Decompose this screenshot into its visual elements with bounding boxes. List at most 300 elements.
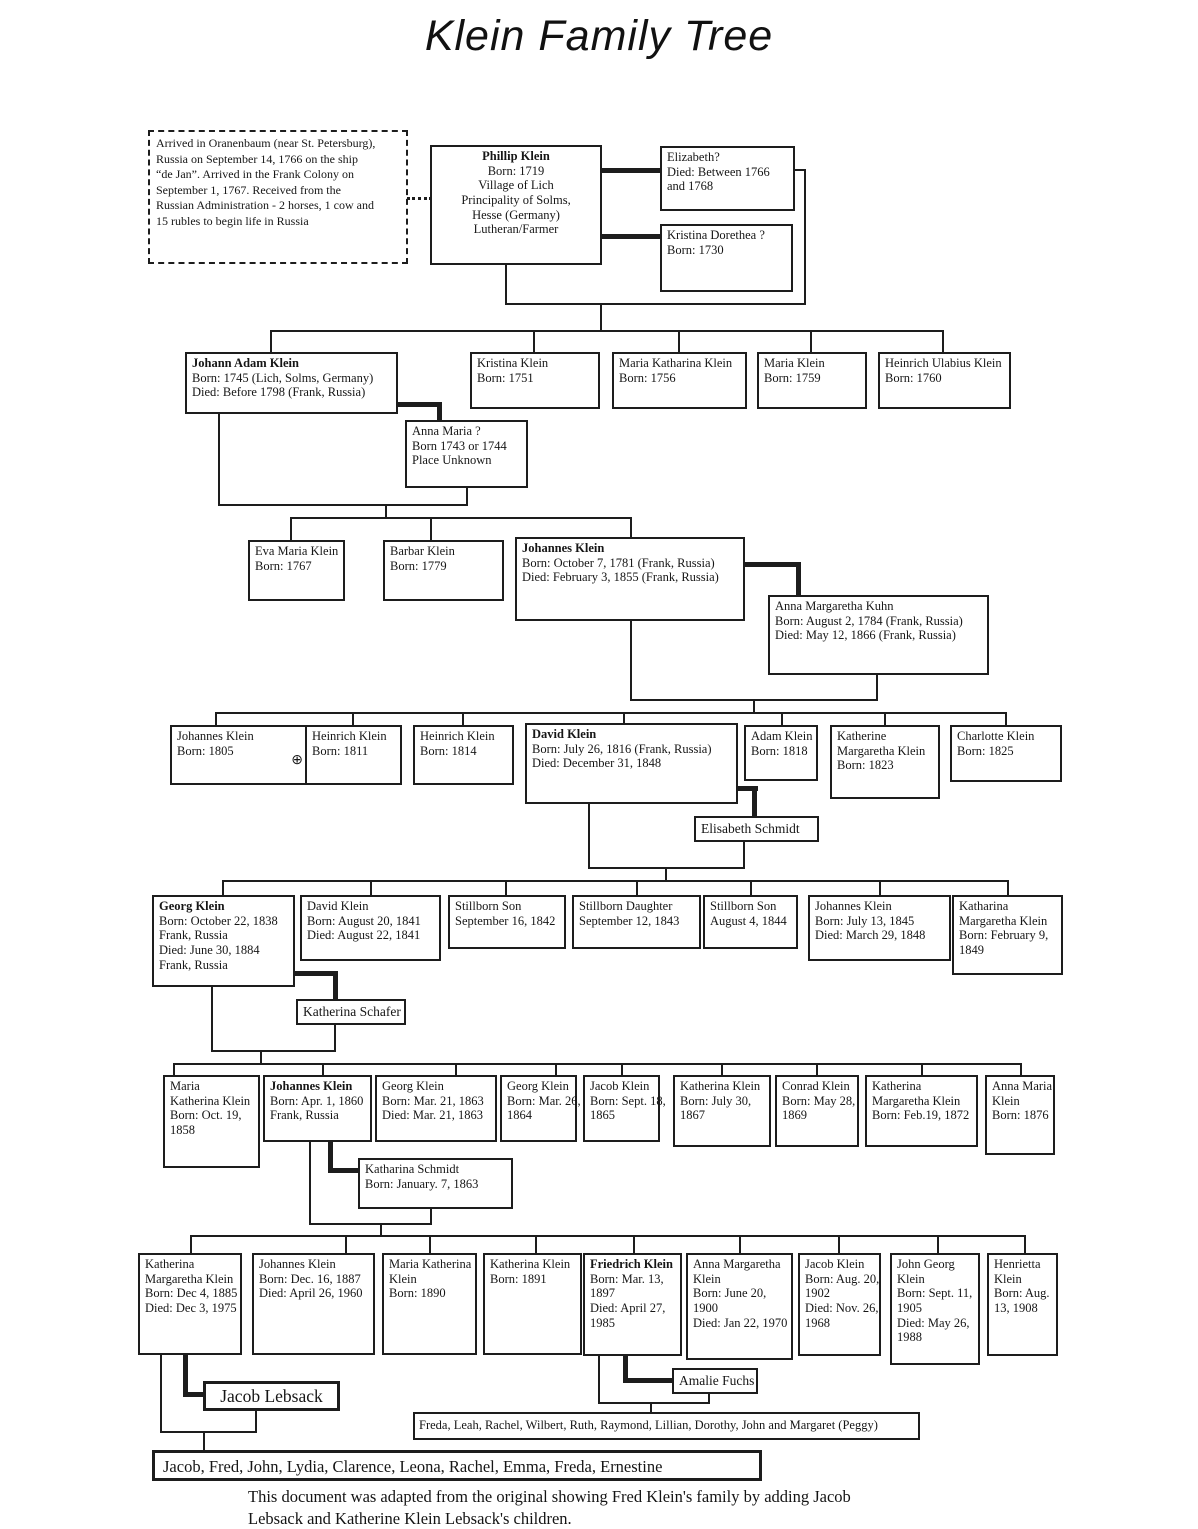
text-line: Jacob Klein bbox=[805, 1257, 865, 1271]
connector-line bbox=[160, 1354, 162, 1433]
person-lines bbox=[667, 228, 786, 257]
person-lines bbox=[837, 729, 933, 773]
text-line: Elisabeth Schmidt bbox=[701, 821, 800, 836]
person-box-georg-klein-1864 bbox=[500, 1075, 581, 1142]
text-line: Elizabeth? bbox=[667, 150, 720, 164]
text-line: 1968 bbox=[805, 1315, 830, 1330]
connector-line bbox=[1024, 1235, 1026, 1253]
person-lines bbox=[477, 356, 593, 385]
person-lines bbox=[307, 899, 434, 943]
connector-line bbox=[455, 1063, 457, 1075]
text-line: Maria bbox=[170, 1079, 200, 1093]
person-lines bbox=[522, 541, 738, 585]
text-line: Born: Aug. 20, bbox=[805, 1271, 880, 1286]
text-line: Born: May 28, bbox=[782, 1093, 856, 1108]
sibling-bus-line bbox=[270, 330, 944, 332]
text-line: Johannes Klein bbox=[522, 541, 605, 555]
children-list-box-lebsack bbox=[152, 1450, 762, 1481]
connector-line bbox=[190, 1235, 192, 1253]
marriage-line bbox=[328, 1168, 360, 1173]
connector-line bbox=[345, 1235, 347, 1253]
person-lines bbox=[619, 356, 740, 385]
text-line: Principality of Solms, bbox=[461, 192, 571, 207]
person-lines bbox=[303, 1004, 399, 1020]
person-box-charlotte-klein bbox=[950, 725, 1062, 782]
marriage-line bbox=[752, 786, 757, 817]
person-box-johannes-klein-1887 bbox=[252, 1253, 375, 1355]
connector-line bbox=[721, 1063, 723, 1075]
text-line: Born: 1745 (Lich, Solms, Germany) bbox=[192, 370, 374, 385]
text-line: Conrad Klein bbox=[782, 1079, 850, 1093]
text-line: Klein bbox=[992, 1093, 1020, 1108]
text-line: Katherina bbox=[872, 1079, 922, 1093]
text-line: Katharina Schmidt bbox=[365, 1162, 460, 1176]
text-line: 1902 bbox=[805, 1286, 830, 1301]
text-line: Stillborn Daughter bbox=[579, 899, 673, 913]
person-lines bbox=[412, 424, 521, 468]
person-lines bbox=[701, 821, 812, 837]
text-line: Born: 1767 bbox=[255, 558, 312, 573]
person-box-stillborn-son-1844 bbox=[703, 895, 798, 949]
text-line: Died: April 27, bbox=[590, 1300, 666, 1315]
person-lines bbox=[680, 1079, 764, 1123]
person-lines bbox=[959, 899, 1056, 958]
connector-line bbox=[385, 504, 387, 518]
connector-line bbox=[430, 517, 432, 541]
text-line: Died: December 31, 1848 bbox=[532, 756, 662, 771]
person-box-maria-katharina-klein bbox=[612, 352, 747, 409]
person-box-eva-maria-klein bbox=[248, 540, 345, 601]
person-box-johannes-klein-1860 bbox=[263, 1075, 372, 1142]
connector-line bbox=[211, 986, 213, 1052]
marriage-line bbox=[602, 234, 660, 239]
text-line: David Klein bbox=[307, 899, 369, 913]
person-lines bbox=[992, 1079, 1053, 1123]
person-box-friedrich-klein-1897 bbox=[583, 1253, 682, 1356]
person-box-conrad-klein-1869 bbox=[775, 1075, 859, 1147]
text-line: Born: June 20, bbox=[693, 1286, 767, 1301]
person-box-katherina-margaretha-klein-1885 bbox=[138, 1253, 242, 1355]
person-lines bbox=[782, 1079, 856, 1123]
text-line: Died: March 29, 1848 bbox=[815, 928, 926, 943]
person-box-georg-klein-1838 bbox=[152, 895, 295, 987]
connector-line bbox=[678, 330, 680, 353]
marriage-line bbox=[745, 562, 801, 567]
text-line: Born: Mar. 13, bbox=[590, 1271, 664, 1286]
text-line: 1858 bbox=[170, 1122, 195, 1137]
person-box-elisabeth-schmidt bbox=[694, 816, 819, 842]
text-line: Frank, Russia bbox=[159, 928, 228, 943]
text-line: Georg Klein bbox=[159, 899, 225, 913]
text-line: Born: July 26, 1816 (Frank, Russia) bbox=[532, 741, 712, 756]
text-line: Johannes Klein bbox=[259, 1257, 336, 1271]
person-box-jacob-lebsack bbox=[203, 1381, 340, 1411]
text-line: Village of Lich bbox=[478, 178, 554, 193]
annotation-note-lines bbox=[156, 136, 402, 230]
connector-line bbox=[879, 880, 881, 896]
text-line: Frank, Russia bbox=[270, 1108, 339, 1123]
person-lines bbox=[872, 1079, 971, 1123]
person-lines bbox=[390, 544, 497, 573]
text-line: Friedrich Klein bbox=[590, 1257, 673, 1271]
text-line: Anna Margaretha Kuhn bbox=[775, 599, 894, 613]
person-lines bbox=[507, 1079, 581, 1123]
person-box-maria-katherina-klein-1858 bbox=[163, 1075, 260, 1168]
connector-line bbox=[322, 1063, 324, 1075]
person-lines bbox=[579, 899, 694, 928]
text-line: Russian Administration - 2 horses, 1 cow and bbox=[156, 198, 374, 213]
text-line: 1985 bbox=[590, 1315, 615, 1330]
person-lines bbox=[211, 1386, 332, 1406]
marriage-line bbox=[398, 402, 442, 407]
person-lines bbox=[885, 356, 1004, 385]
text-line: Charlotte Klein bbox=[957, 729, 1035, 743]
text-line: Katherine bbox=[837, 729, 887, 743]
text-line: September 16, 1842 bbox=[455, 913, 556, 928]
connector-line bbox=[260, 1050, 262, 1064]
person-box-adam-klein bbox=[744, 725, 818, 781]
text-line: Born: 1719 bbox=[487, 163, 545, 178]
text-line: Born: Oct. 19, bbox=[170, 1108, 242, 1123]
sibling-bus-line bbox=[290, 517, 632, 519]
connector-line bbox=[781, 712, 783, 726]
connector-line bbox=[218, 504, 468, 506]
person-lines bbox=[170, 1079, 253, 1138]
text-line: Born: 1759 bbox=[764, 370, 821, 385]
text-line: Kristina Klein bbox=[477, 356, 549, 370]
person-lines bbox=[764, 356, 860, 385]
person-box-johannes-klein-1781 bbox=[515, 537, 745, 621]
text-line: Born: 1818 bbox=[751, 743, 808, 758]
text-line: Heinrich Klein bbox=[312, 729, 387, 743]
person-lines bbox=[532, 727, 731, 771]
text-line: Henrietta bbox=[994, 1257, 1041, 1271]
person-lines bbox=[455, 899, 559, 928]
connector-line bbox=[270, 330, 272, 353]
text-line: September 1, 1767. Received from the bbox=[156, 182, 341, 197]
text-line: August 4, 1844 bbox=[710, 913, 787, 928]
person-box-katherina-schafer bbox=[296, 999, 406, 1025]
text-line: Born: July 13, 1845 bbox=[815, 913, 915, 928]
connector-line bbox=[535, 1235, 537, 1253]
text-line: Phillip Klein bbox=[482, 149, 550, 163]
connector-line bbox=[555, 1063, 557, 1075]
marriage-line bbox=[183, 1354, 188, 1397]
text-line: Born: 1756 bbox=[619, 370, 676, 385]
text-line: Freda, Leah, Rachel, Wilbert, Ruth, Raymond, Lillian, Dorothy, John and Margaret (Peggy) bbox=[419, 1418, 878, 1432]
text-line: David Klein bbox=[532, 727, 597, 741]
text-line: Born: Mar. 26, bbox=[507, 1093, 581, 1108]
person-lines bbox=[419, 1418, 914, 1433]
connector-line bbox=[598, 1355, 600, 1404]
person-box-david-klein-1841 bbox=[300, 895, 441, 961]
text-line: Johann Adam Klein bbox=[192, 356, 299, 370]
person-box-katherina-klein-1867 bbox=[673, 1075, 771, 1147]
text-line: Died: August 22, 1841 bbox=[307, 928, 421, 943]
person-box-johann-adam-klein bbox=[185, 352, 398, 414]
connector-line bbox=[750, 880, 752, 896]
text-line: Klein bbox=[897, 1271, 925, 1286]
person-box-anna-maria bbox=[405, 420, 528, 488]
person-lines bbox=[667, 150, 788, 194]
text-line: Klein bbox=[994, 1271, 1022, 1286]
connector-line bbox=[838, 1235, 840, 1253]
text-line: Jacob, Fred, John, Lydia, Clarence, Leona, Rachel, Emma, Freda, Ernestine bbox=[163, 1457, 663, 1476]
text-line: Johannes Klein bbox=[815, 899, 892, 913]
text-line: Born: July 30, bbox=[680, 1093, 752, 1108]
text-line: Died: Mar. 21, 1863 bbox=[382, 1108, 484, 1123]
person-box-amalie-fuchs bbox=[672, 1368, 758, 1394]
text-line: Born: 1779 bbox=[390, 558, 447, 573]
text-line: Margaretha Klein bbox=[145, 1271, 234, 1286]
text-line: Barbar Klein bbox=[390, 544, 455, 558]
text-line: Born: 1760 bbox=[885, 370, 942, 385]
text-line: Born: 1814 bbox=[420, 743, 477, 758]
text-line: Died: Dec 3, 1975 bbox=[145, 1300, 237, 1315]
person-lines bbox=[177, 729, 305, 758]
text-line: Born: February 9, bbox=[959, 928, 1049, 943]
connector-line bbox=[633, 1235, 635, 1253]
connector-line bbox=[921, 1063, 923, 1075]
person-box-jacob-klein-1902 bbox=[798, 1253, 881, 1356]
person-box-elizabeth bbox=[660, 146, 795, 211]
person-lines bbox=[751, 729, 811, 758]
text-line: Born: Sept. 18, bbox=[590, 1093, 666, 1108]
text-line: Place Unknown bbox=[412, 453, 492, 468]
text-line: Died: February 3, 1855 (Frank, Russia) bbox=[522, 570, 719, 585]
text-line: Died: Between 1766 bbox=[667, 164, 770, 179]
person-box-georg-klein-1863 bbox=[375, 1075, 497, 1142]
text-line: Katharina bbox=[959, 899, 1009, 913]
person-lines bbox=[693, 1257, 786, 1330]
text-line: Born: 1811 bbox=[312, 743, 369, 758]
text-line: Anna Margaretha bbox=[693, 1257, 781, 1271]
text-line: Born: Mar. 21, 1863 bbox=[382, 1093, 484, 1108]
person-lines bbox=[159, 899, 288, 972]
text-line: Born: 1823 bbox=[837, 758, 894, 773]
connector-line bbox=[533, 330, 535, 353]
text-line: Anna Maria bbox=[992, 1079, 1053, 1093]
person-lines bbox=[679, 1373, 755, 1389]
person-box-kristina-klein bbox=[470, 352, 600, 409]
text-line: Russia on September 14, 1766 on the ship bbox=[156, 151, 358, 166]
text-line: Amalie Fuchs bbox=[679, 1373, 755, 1388]
text-line: Died: Jan 22, 1970 bbox=[693, 1315, 788, 1330]
text-line: Died: June 30, 1884 bbox=[159, 942, 260, 957]
connector-line bbox=[290, 517, 292, 541]
connector-line bbox=[334, 1024, 336, 1052]
connector-line bbox=[804, 169, 806, 305]
person-box-anna-margaretha-kuhn bbox=[768, 595, 989, 675]
text-line: 15 rubles to begin life in Russia bbox=[156, 213, 309, 228]
connector-line bbox=[203, 1431, 205, 1450]
text-line: Eva Maria Klein bbox=[255, 544, 339, 558]
text-line: Margaretha Klein bbox=[837, 743, 926, 758]
person-lines bbox=[490, 1257, 575, 1286]
text-line: Katherina Klein bbox=[490, 1257, 571, 1271]
marriage-line bbox=[333, 971, 338, 1000]
connector-line bbox=[743, 841, 745, 869]
text-line: Margaretha Klein bbox=[872, 1093, 961, 1108]
sibling-bus-line bbox=[222, 880, 1009, 882]
sibling-bus-line bbox=[190, 1235, 1026, 1237]
person-box-stillborn-daughter-1843 bbox=[572, 895, 701, 949]
connector-line bbox=[942, 330, 944, 353]
annotation-note bbox=[148, 130, 408, 264]
text-line: Died: Nov. 26, bbox=[805, 1300, 879, 1315]
text-line: Born: Aug. bbox=[994, 1286, 1050, 1301]
text-line: Katherina bbox=[145, 1257, 195, 1271]
circled-plus-symbol: ⊕ bbox=[291, 753, 303, 768]
person-lines bbox=[312, 729, 395, 758]
person-lines bbox=[259, 1257, 368, 1301]
text-line: Johannes Klein bbox=[270, 1079, 353, 1093]
text-line: 1849 bbox=[959, 942, 984, 957]
person-lines bbox=[805, 1257, 880, 1330]
text-line: 1867 bbox=[680, 1108, 705, 1123]
person-box-heinrich-klein-1811 bbox=[305, 725, 402, 785]
dotted-connector bbox=[407, 197, 432, 200]
connector-line bbox=[160, 1431, 257, 1433]
text-line: Born: 1891 bbox=[490, 1271, 547, 1286]
text-line: Klein bbox=[693, 1271, 721, 1286]
person-box-henrietta-klein-1908 bbox=[987, 1253, 1058, 1356]
text-line: Born: 1890 bbox=[389, 1286, 446, 1301]
person-lines bbox=[994, 1257, 1051, 1316]
text-line: Died: Before 1798 (Frank, Russia) bbox=[192, 385, 366, 400]
person-lines bbox=[145, 1257, 238, 1316]
person-lines bbox=[389, 1257, 470, 1301]
person-lines bbox=[163, 1457, 751, 1476]
person-box-johannes-klein-1845 bbox=[808, 895, 951, 961]
person-lines bbox=[590, 1257, 675, 1330]
marriage-line bbox=[294, 971, 338, 976]
connector-line bbox=[1020, 1063, 1022, 1075]
connector-line bbox=[462, 712, 464, 726]
text-line: Born: August 20, 1841 bbox=[307, 913, 421, 928]
marriage-line bbox=[437, 402, 442, 421]
person-box-maria-katherina-klein-1890 bbox=[382, 1253, 477, 1355]
text-line: Hesse (Germany) bbox=[472, 207, 560, 222]
text-line: Heinrich Ulabius Klein bbox=[885, 356, 1002, 370]
page-title: Klein Family Tree bbox=[424, 12, 774, 60]
connector-line bbox=[309, 1223, 432, 1225]
text-line: Johannes Klein bbox=[177, 729, 254, 743]
children-list-box-fred-klein bbox=[413, 1412, 920, 1440]
text-line: September 12, 1843 bbox=[579, 913, 680, 928]
text-line: Born: October 22, 1838 bbox=[159, 913, 278, 928]
connector-line bbox=[505, 303, 806, 305]
caption-lines bbox=[248, 1486, 851, 1529]
text-line: This document was adapted from the original showing Fred Klein's family by adding Jacob bbox=[248, 1487, 851, 1506]
person-box-anna-maria-klein-1876 bbox=[985, 1075, 1055, 1155]
text-line: Lutheran/Farmer bbox=[473, 222, 559, 237]
text-line: Jacob Klein bbox=[590, 1079, 650, 1093]
person-lines bbox=[255, 544, 338, 573]
connector-line bbox=[937, 1235, 939, 1253]
person-box-heinrich-klein-1814 bbox=[413, 725, 514, 785]
text-line: Stillborn Son bbox=[710, 899, 777, 913]
marriage-line bbox=[796, 562, 801, 596]
text-line: Heinrich Klein bbox=[420, 729, 495, 743]
text-line: Georg Klein bbox=[382, 1079, 444, 1093]
text-line: Born: Apr. 1, 1860 bbox=[270, 1093, 364, 1108]
marriage-line bbox=[183, 1392, 205, 1397]
text-line: Katherina Schafer bbox=[303, 1004, 401, 1019]
text-line: Georg Klein bbox=[507, 1079, 569, 1093]
connector-line bbox=[173, 1063, 175, 1075]
connector-line bbox=[255, 1409, 257, 1433]
marriage-line bbox=[602, 168, 660, 173]
connector-line bbox=[621, 1063, 623, 1075]
person-lines bbox=[192, 356, 391, 400]
person-lines bbox=[437, 149, 595, 237]
text-line: Born: August 2, 1784 (Frank, Russia) bbox=[775, 613, 963, 628]
text-line: Born: January. 7, 1863 bbox=[365, 1176, 479, 1191]
text-line: 1864 bbox=[507, 1108, 532, 1123]
caption-text bbox=[248, 1486, 851, 1529]
person-box-john-georg-klein-1905 bbox=[890, 1253, 980, 1365]
text-line: Jacob Lebsack bbox=[220, 1386, 323, 1406]
text-line: Born: Dec 4, 1885 bbox=[145, 1286, 238, 1301]
text-line: Born: 1825 bbox=[957, 743, 1014, 758]
connector-line bbox=[630, 517, 632, 538]
person-lines bbox=[590, 1079, 666, 1123]
text-line: 1897 bbox=[590, 1286, 615, 1301]
text-line: 13, 1908 bbox=[994, 1300, 1038, 1315]
connector-line bbox=[218, 413, 220, 506]
person-box-anna-margaretha-klein-1900 bbox=[686, 1253, 793, 1360]
connector-line bbox=[810, 330, 812, 353]
person-lines bbox=[775, 599, 982, 643]
person-box-kristina-dorethea bbox=[660, 224, 793, 292]
person-box-stillborn-son-1842 bbox=[448, 895, 566, 949]
text-line: Maria Katharina Klein bbox=[619, 356, 733, 370]
text-line: 1900 bbox=[693, 1300, 718, 1315]
connector-line bbox=[505, 264, 507, 305]
connector-line bbox=[370, 880, 372, 896]
connector-line bbox=[211, 1050, 336, 1052]
text-line: Died: May 26, bbox=[897, 1315, 970, 1330]
person-box-heinrich-ulabius-klein bbox=[878, 352, 1011, 409]
person-lines bbox=[957, 729, 1055, 758]
sibling-bus-line bbox=[215, 712, 1007, 714]
text-line: Kristina Dorethea ? bbox=[667, 228, 765, 242]
connector-line bbox=[215, 712, 217, 726]
text-line: Lebsack and Katherine Klein Lebsack's children. bbox=[248, 1509, 572, 1529]
connector-line bbox=[630, 620, 632, 701]
connector-line bbox=[352, 712, 354, 726]
person-lines bbox=[710, 899, 791, 928]
text-line: Adam Klein bbox=[751, 729, 813, 743]
person-box-katharina-margaretha-klein-1849 bbox=[952, 895, 1063, 975]
person-box-david-klein-1816 bbox=[525, 723, 738, 804]
sibling-bus-line bbox=[173, 1063, 1022, 1065]
connector-line bbox=[739, 1235, 741, 1253]
marriage-line bbox=[623, 1378, 673, 1383]
connector-line bbox=[816, 1063, 818, 1075]
connector-line bbox=[588, 803, 590, 869]
person-box-jacob-klein-1865 bbox=[583, 1075, 666, 1142]
connector-line bbox=[1005, 712, 1007, 726]
person-box-katharina-schmidt bbox=[358, 1158, 513, 1209]
connector-line bbox=[884, 712, 886, 726]
text-line: Born: Feb.19, 1872 bbox=[872, 1108, 970, 1123]
text-line: Katherina Klein bbox=[680, 1079, 761, 1093]
text-line: 1988 bbox=[897, 1330, 922, 1345]
text-line: and 1768 bbox=[667, 179, 714, 194]
connector-line bbox=[309, 1141, 311, 1225]
